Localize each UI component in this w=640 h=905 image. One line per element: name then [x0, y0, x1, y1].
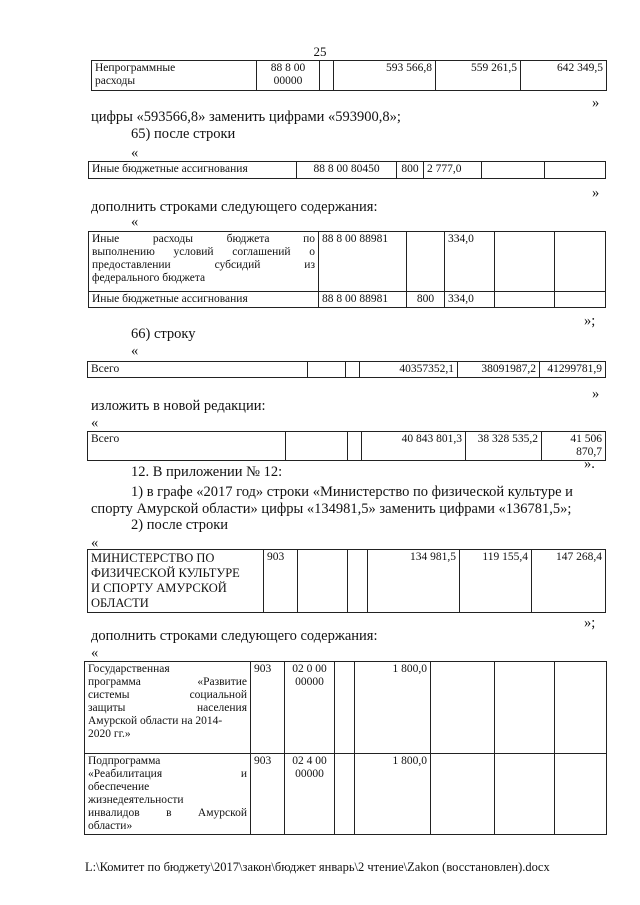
- item-12-2: 2) после строки: [131, 517, 229, 533]
- item-12-1-line2: спорту Амурской области» цифры «134981,5» заменить цифрами «136781,5»;: [91, 501, 572, 517]
- close-quote-semicolon: »;: [584, 615, 596, 631]
- row-name-cell: [92, 61, 257, 91]
- table-ministry-row: [87, 549, 606, 613]
- empty-cell: [320, 61, 334, 91]
- code-line: 02 4 00: [292, 755, 327, 767]
- target-code-cell: 88 8 00 80450: [297, 162, 397, 179]
- open-quote: «: [131, 145, 139, 161]
- target-code-cell: [285, 662, 335, 754]
- row-name-line: инвалидов в Амурской: [88, 807, 247, 819]
- empty-cell: [555, 292, 606, 308]
- value-cell: 334,0: [445, 232, 495, 292]
- empty-cell: [555, 662, 607, 754]
- open-quote: «: [91, 415, 99, 431]
- table-total-old: [87, 361, 606, 378]
- value-cell: 134 981,5: [368, 550, 460, 613]
- empty-cell: [495, 292, 555, 308]
- value-cell: 1 800,0: [355, 662, 431, 754]
- table-nonprogram-expenses: [91, 60, 607, 91]
- target-code-cell: [257, 61, 320, 91]
- value-cell: 40 843 801,3: [362, 432, 466, 461]
- empty-cell: [545, 162, 606, 179]
- value-cell: 38 328 535,2: [466, 432, 542, 461]
- table-state-program-added: [84, 661, 607, 835]
- row-name-cell: [88, 550, 264, 613]
- row-name-cell: Иные бюджетные ассигнования: [89, 162, 297, 179]
- row-name-cell: Иные бюджетные ассигнования: [89, 292, 319, 308]
- row-name-cell: Всего: [88, 432, 286, 461]
- empty-cell: [431, 662, 495, 754]
- empty-cell: [495, 754, 555, 835]
- target-code-cell: 88 8 00 88981: [319, 292, 407, 308]
- row-name-line: ОБЛАСТИ: [91, 596, 149, 610]
- value-cell: 559 261,5: [436, 61, 521, 91]
- empty-cell: [346, 362, 360, 378]
- row-name-line: 2020 гг.»: [88, 728, 131, 740]
- open-quote: «: [91, 645, 99, 661]
- item-65: 65) после строки: [131, 126, 236, 142]
- value-cell: 1 800,0: [355, 754, 431, 835]
- empty-cell: [348, 432, 362, 461]
- code-line: 88 8 00: [270, 62, 306, 74]
- empty-cell: [495, 232, 555, 292]
- table-other-expenses-added: [88, 231, 606, 308]
- row-name-line: области»: [88, 820, 133, 832]
- department-code-cell: 903: [264, 550, 298, 613]
- code-line: 02 0 00: [292, 663, 327, 675]
- item-66: 66) строку: [131, 326, 196, 342]
- empty-cell: [308, 362, 346, 378]
- row-name-line: системы социальной: [88, 689, 247, 701]
- row-name-line: федерального бюджета: [92, 272, 206, 284]
- item-12-1-line1: 1) в графе «2017 год» строки «Министерство по физической культуре и: [131, 484, 573, 500]
- empty-cell: [495, 662, 555, 754]
- row-name-line: Государственная: [88, 663, 170, 675]
- close-quote: »: [592, 95, 600, 111]
- row-name-line: «Реабилитация и: [88, 768, 247, 780]
- row-name-line: Амурской области на 2014-: [88, 715, 223, 727]
- page-number: 25: [313, 44, 327, 59]
- replace-instruction: цифры «593566,8» заменить цифрами «593900,8»;: [91, 109, 401, 125]
- table-total-new: [87, 431, 606, 461]
- empty-cell: [407, 232, 445, 292]
- file-path-footer: L:\Комитет по бюджету\2017\закон\бюджет январь\2 чтение\Zakon (восстановлен).docx: [85, 860, 550, 874]
- value-cell: 2 777,0: [424, 162, 482, 179]
- row-name-line: Подпрограмма: [88, 755, 161, 767]
- row-name-line: жизнедеятельности: [88, 794, 184, 806]
- open-quote: «: [91, 535, 99, 551]
- department-code-cell: 903: [251, 662, 285, 754]
- row-name-line: И СПОРТУ АМУРСКОЙ: [91, 581, 227, 595]
- empty-cell: [286, 432, 348, 461]
- expense-type-cell: 800: [407, 292, 445, 308]
- code-line: 00000: [273, 75, 303, 87]
- expense-type-cell: 800: [397, 162, 424, 179]
- row-name-line: программа «Развитие: [88, 676, 247, 688]
- add-rows-instruction: дополнить строками следующего содержания:: [91, 628, 378, 644]
- item-12-heading: 12. В приложении № 12:: [131, 464, 283, 480]
- value-cell: 642 349,5: [521, 61, 607, 91]
- row-name-line: ФИЗИЧЕСКОЙ КУЛЬТУРЕ: [91, 566, 240, 580]
- value-cell: 593 566,8: [334, 61, 436, 91]
- target-code-cell: [285, 754, 335, 835]
- row-name-line: предоставлении субсидий из: [92, 259, 315, 271]
- row-name-line: Непрограммные: [95, 62, 176, 74]
- row-name-cell: [89, 232, 319, 292]
- close-quote: »: [592, 185, 600, 201]
- value-cell: 40357352,1: [360, 362, 458, 378]
- row-name-line: защиты населения: [88, 702, 247, 714]
- code-line: 00000: [295, 768, 324, 780]
- row-name-line: обеспечение: [88, 781, 150, 793]
- value-cell: 147 268,4: [532, 550, 606, 613]
- row-name-cell: [85, 662, 251, 754]
- target-code-cell: 88 8 00 88981: [319, 232, 407, 292]
- close-quote-semicolon: »;: [584, 313, 596, 329]
- open-quote: «: [131, 343, 139, 359]
- value-cell: 41299781,9: [540, 362, 606, 378]
- empty-cell: [335, 754, 355, 835]
- empty-cell: [298, 550, 348, 613]
- empty-cell: [555, 754, 607, 835]
- add-rows-instruction: дополнить строками следующего содержания:: [91, 199, 378, 215]
- row-name-cell: Всего: [88, 362, 308, 378]
- value-cell: 41 506 870,7: [542, 432, 606, 461]
- row-name-line: Иные расходы бюджета по: [92, 233, 315, 245]
- row-name-line: МИНИСТЕРСТВО ПО: [91, 551, 215, 565]
- row-name-line: выполнению условий соглашений о: [92, 246, 315, 258]
- value-cell: 38091987,2: [458, 362, 540, 378]
- row-name-line: расходы: [95, 75, 136, 87]
- table-other-appropriations: [88, 161, 606, 179]
- new-edition-instruction: изложить в новой редакции:: [91, 398, 266, 414]
- close-quote-period: ».: [584, 456, 595, 472]
- empty-cell: [431, 754, 495, 835]
- open-quote: «: [131, 214, 139, 230]
- empty-cell: [348, 550, 368, 613]
- row-name-cell: [85, 754, 251, 835]
- close-quote: »: [592, 386, 600, 402]
- value-cell: 119 155,4: [460, 550, 532, 613]
- empty-cell: [482, 162, 545, 179]
- empty-cell: [335, 662, 355, 754]
- department-code-cell: 903: [251, 754, 285, 835]
- empty-cell: [555, 232, 606, 292]
- value-cell: 334,0: [445, 292, 495, 308]
- code-line: 00000: [295, 676, 324, 688]
